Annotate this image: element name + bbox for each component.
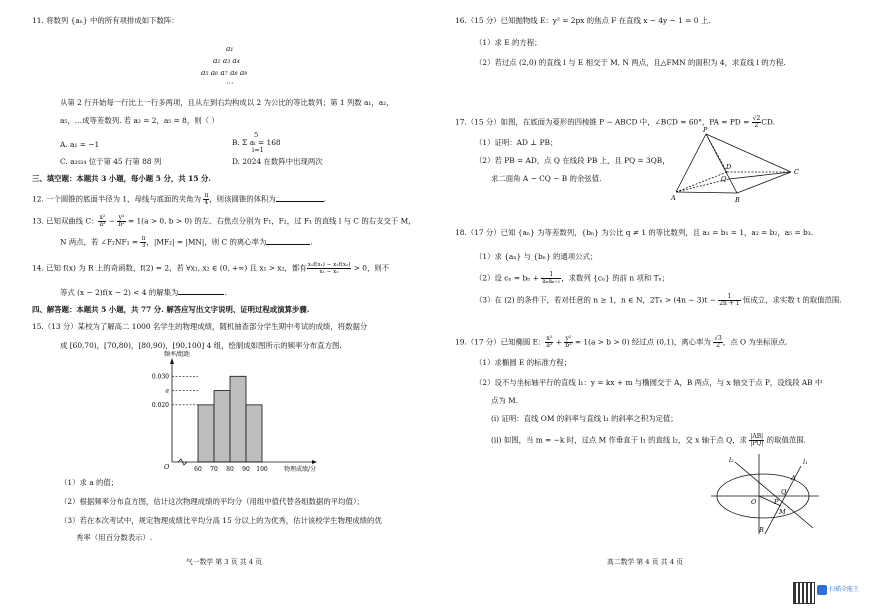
label-P: P: [703, 126, 708, 134]
q11-array-row-4: ⋯: [226, 78, 234, 87]
q19-frac-x-den: a²: [546, 342, 553, 349]
q19-eccentricity-num: √3: [714, 335, 722, 342]
q14-line-1-pre: 14. 已知 f(x) 为 R 上的奇函数，f(2) = 2，若 ∀x₁, x₂ ∈ (0, +∞) 且 x₁ > x₂，都有: [32, 263, 307, 273]
edge-PC: [706, 134, 791, 172]
q16-part-1: （1）求 E 的方程；: [475, 38, 542, 47]
x-tick-label: 100: [256, 466, 268, 473]
edge-PB: [706, 134, 737, 193]
q17-line-1-pre: 17.（15 分）如图，在底面为菱形的四棱锥 P − ABCD 中，∠BCD = 60°，PA = PD =: [455, 117, 752, 127]
q18-part-3: [475, 294, 842, 307]
q11-option-b: [232, 131, 281, 154]
q14-line-1: [32, 262, 389, 275]
right-page-footer: 高二数学 第 4 页 共 4 页: [607, 558, 683, 566]
q19-ratio-fraction: [749, 434, 764, 447]
q11-sum-upper: 5: [254, 131, 259, 139]
q13-line-2-post: ，|MF₂| = |MN|，则 C 的离心率为: [146, 237, 267, 247]
q14-fraction-den: x₁ − x₂: [319, 269, 339, 275]
q19-part-2-line-2: 点为 M.: [491, 396, 519, 405]
q13-line-1: [32, 215, 416, 228]
q18-part-2: [475, 272, 669, 285]
q14-answer-blank: [178, 287, 224, 295]
q12-fraction-numerator: π: [204, 192, 209, 199]
q13-line-1-pre: 13. 已知双曲线 C：: [32, 216, 99, 226]
q11-option-c: C. a₂₀₂₄ 位于第 45 行第 88 列: [60, 157, 162, 166]
label-D: D: [726, 163, 732, 171]
q18-part-3-pre: （3）在 (2) 的条件下，若对任意的 n ≥ 1，n ∈ N，2Tₙ > (4n − 3)t −: [475, 295, 719, 305]
q17-line-1-post: CD.: [761, 117, 775, 127]
q13-minus: −: [106, 216, 118, 226]
x-tick-label: 90: [242, 466, 250, 473]
right-page: [435, 0, 870, 615]
x-tick-label: 60: [194, 466, 202, 473]
q12-pre: 12. 一个圆锥的底面半径为 1，母线与底面的夹角为: [32, 194, 204, 204]
q12-post: ，则该圆锥的体积为: [209, 194, 276, 204]
y-tick-label: 0.030: [151, 373, 169, 381]
q17-part-1: （1）证明：AD ⊥ PB；: [475, 138, 558, 147]
q19-frac-y: [564, 336, 572, 349]
q14-fraction: [307, 262, 352, 275]
label-B: B: [735, 196, 740, 204]
pyramid-figure: [671, 128, 811, 206]
q19-part-2-ii-pre: (ii) 如图，当 m = −k 时，过点 M 作垂直于 l₁ 的直线 l₂，交 x 轴于点 Q，求: [491, 435, 750, 445]
q14-line-1-post: > 0，则不: [351, 263, 390, 273]
q19-ratio-den: |PQ|: [750, 440, 764, 447]
q16-part-2: （2）若过点 (2,0) 的直线 l 与 E 相交于 M, N 两点，且△FMN 的面积为 4，求直线 l 的方程.: [475, 58, 786, 67]
label-C: C: [794, 168, 799, 176]
q15-line-2: 成 [60,70)，[70,80)，[80,90)，[90,100] 4 组，绘制成如图所示的频率分布直方图.: [60, 341, 342, 350]
q19-line-1-post: ，点 O 为坐标原点.: [722, 337, 788, 347]
q17-fraction-num: √2: [752, 115, 761, 122]
q13-angle-den: 3: [141, 242, 146, 249]
q12-fraction-denominator: 4: [204, 199, 209, 206]
q11-array-row-1: a₁: [226, 44, 234, 53]
edge-AB: [676, 192, 737, 193]
q18-part-2-fraction: [541, 272, 561, 285]
label-A: A: [671, 194, 676, 202]
q11-line-3: a₅，…成等差数列. 若 a₂ = 2，a₅ = 8，则（ ）: [60, 116, 219, 125]
label-l2: l₂: [729, 456, 734, 464]
label-Q: Q: [721, 175, 727, 183]
q11-option-d: D. 2024 在数阵中出现两次: [232, 157, 323, 166]
q13-frac-x-den: a²: [99, 221, 106, 228]
q19-part-2-ii-post: 的取值范围.: [764, 435, 806, 445]
q19-part-2-ii: [491, 434, 806, 447]
q19-ratio-num: |AB|: [750, 433, 764, 440]
histogram-bar-[70,80): [214, 391, 230, 462]
q18-part-3-fraction: [718, 294, 740, 307]
q19-frac-y-num: y²: [565, 335, 572, 342]
q16-line-1: 16.（15 分）已知抛物线 E：y² = 2px 的焦点 F 在直线 x − 4y − 1 = 0 上.: [455, 16, 711, 25]
scanner-logo-icon: [817, 585, 827, 595]
q11-option-b-text: B. Σ aᵢ = 168: [232, 138, 281, 147]
x-axis-label: 物理成绩/分: [283, 466, 317, 473]
q15-part-3-line-2: 秀率（用百分数表示）.: [76, 533, 153, 542]
q11-array-row-2: a₂ a₃ a₄: [213, 56, 240, 65]
edge-AD: [676, 172, 727, 192]
q13-frac-y-den: b²: [118, 221, 125, 228]
q18-line-1: 18.（17 分）已知 {aₙ} 为等差数列，{bₙ} 为公比 q ≠ 1 的等比数列，且 a₁ = b₁ = 1，a₂ = b₂，a₅ = b₃.: [455, 228, 814, 237]
q11-sum-lower: i=1: [252, 146, 264, 154]
q15-part-3-line-1: （3）若在本次考试中，规定物理成绩比平均分高 15 分以上的为优秀，估计该校学生物理成绩的优: [60, 516, 382, 525]
q19-line-1: [455, 336, 788, 349]
q14-line-2: 等式 (x − 2)f(x − 2) < 4 的解集为 .: [60, 288, 227, 297]
q18-part-1: （1）求 {aₙ} 与 {bₙ} 的通项公式；: [475, 252, 598, 261]
q19-frac-x-num: x²: [546, 335, 553, 342]
edge-PA: [676, 134, 706, 192]
q11-array-row-3: a₅ a₆ a₇ a₈ a₉: [201, 68, 248, 77]
q18-part-3-post: 恒成立，求实数 t 的取值范围.: [740, 295, 842, 305]
qr-code-icon: [793, 582, 815, 604]
label-O: O: [751, 498, 757, 506]
q18-part-2-post: ，求数列 {cₙ} 的前 n 项和 Tₙ；: [561, 273, 670, 283]
label-B: B: [759, 526, 764, 534]
q11-line-2: 从第 2 行开始每一行比上一行多两项，且从左到右均构成以 2 为公比的等比数列；第 1 列数 a₁，a₂，: [60, 98, 394, 107]
scanner-brand-text: 扫描全能王: [829, 586, 860, 593]
q13-line-1-post: = 1(a > 0, b > 0) 的左、右焦点分别为 F₁，F₂，过 F₁ 的直线 l 与 C 的右支交于 M，: [125, 216, 416, 226]
q13-frac-x-num: x²: [99, 214, 106, 221]
q13-frac-y: [117, 215, 125, 228]
y-axis-arrow: [170, 358, 174, 364]
ellipse-figure: [711, 452, 823, 536]
label-P: P: [774, 498, 779, 506]
q18-part-2-fraction-num: 1: [541, 272, 561, 279]
pyramid-lines: [676, 134, 791, 193]
left-page-footer: 气一数学 第 3 页 共 4 页: [186, 558, 262, 566]
q17-part-2-line-2: 求二面角 A − CQ − B 的余弦值.: [491, 174, 602, 183]
section-4-heading: 四、解答题：本题共 5 小题，共 77 分. 解答应写出文字说明、证明过程或演算步骤.: [32, 305, 310, 314]
q14-fraction-num: x₁f(x₁) − x₂f(x₂): [307, 262, 351, 268]
q19-plus: +: [553, 337, 565, 347]
q19-part-1: （1）求椭圆 E 的标准方程；: [475, 358, 572, 367]
label-Q: Q: [781, 488, 787, 496]
q19-frac-y-den: b²: [565, 342, 572, 349]
q13-frac-y-num: y²: [118, 214, 125, 221]
q15-part-2: （2）根据频率分布直方图，估计这次物理成绩的平均分（用组中值代替各组数据的平均值）；: [60, 497, 365, 506]
y-axis-label: 频率/组距: [164, 351, 191, 358]
x-axis-arrow: [312, 460, 317, 464]
label-A: A: [791, 474, 796, 482]
q19-part-2-line-1: （2）设不与坐标轴平行的直线 l₁：y = kx + m 与椭圆交于 A，B 两点，与 x 轴交于点 P，设线段 AB 中: [475, 378, 823, 387]
x-tick-label: 70: [210, 466, 218, 473]
scanner-watermark: [793, 582, 865, 604]
q15-part-1: （1）求 a 的值；: [60, 478, 119, 487]
ellipse-lines: [711, 454, 819, 534]
q19-eccentricity-den: 2: [716, 342, 720, 349]
q12-answer-blank: [276, 194, 324, 202]
q19-line-1-mid: = 1(a > b > 0) 经过点 (0,1)，离心率为: [572, 337, 714, 347]
q19-eccentricity-fraction: [713, 336, 723, 349]
histogram-bar-[60,70): [198, 405, 214, 462]
frequency-histogram: [150, 351, 320, 473]
q18-part-3-fraction-num: 1: [718, 294, 740, 301]
q12: 12. 一个圆锥的底面半径为 1，母线与底面的夹角为 $\frac{\pi}{4}$ ，则该圆锥的体积为 .: [32, 192, 327, 206]
q17-part-2: （2）若 PB = AD，点 Q 在线段 PB 上，且 PQ = 3QB，: [475, 156, 670, 165]
label-l1: l₁: [803, 458, 808, 466]
q17-fraction-den: 2: [754, 122, 759, 129]
section-3-heading: 三、填空题：本题共 3 小题，每小题 5 分，共 15 分.: [32, 174, 212, 183]
origin-label: O: [164, 463, 170, 471]
x-tick-label: 80: [226, 466, 234, 473]
q11-option-a: A. a₁ = −1: [60, 140, 100, 149]
q18-part-3-fraction-den: 2n + 1: [719, 300, 740, 307]
q18-part-2-pre: （2）设 cₙ = bₙ +: [475, 273, 542, 283]
q13-answer-blank: [266, 237, 310, 245]
q19-line-1-pre: 19.（17 分）已知椭圆 E：: [455, 337, 546, 347]
line-l2: [735, 462, 813, 528]
q13-angle-num: π: [141, 235, 146, 242]
q19-part-2-i: (i) 证明：直线 OM 的斜率与直线 l₁ 的斜率之积为定值；: [491, 414, 678, 423]
histogram-bar-[80,90): [230, 376, 246, 462]
y-tick-label: a: [165, 387, 169, 395]
q11-stem: 11. 将数列 {aₙ} 中的所有项排成如下数阵：: [32, 16, 179, 25]
histogram-bar-[90,100]: [246, 405, 262, 462]
q13-line-2-pre: N 两点，若 ∠F₂NF₁ =: [60, 237, 141, 247]
q18-part-2-fraction-den: aₙaₙ₊₁: [542, 278, 561, 285]
q13-line-2: N 两点，若 ∠F₂NF₁ = $\frac{\pi}{3}$ ，|MF₂| = |MN|，则 C 的离心率为 .: [60, 235, 313, 249]
q15-line-1: 15.（13 分）某校为了解高二 1000 名学生的物理成绩，随机抽查部分学生期中考试的成绩，将数据分: [32, 322, 368, 331]
label-M: M: [779, 508, 786, 516]
q14-line-2-text: 等式 (x − 2)f(x − 2) < 4 的解集为: [60, 288, 179, 297]
y-tick-label: 0.020: [151, 401, 169, 409]
